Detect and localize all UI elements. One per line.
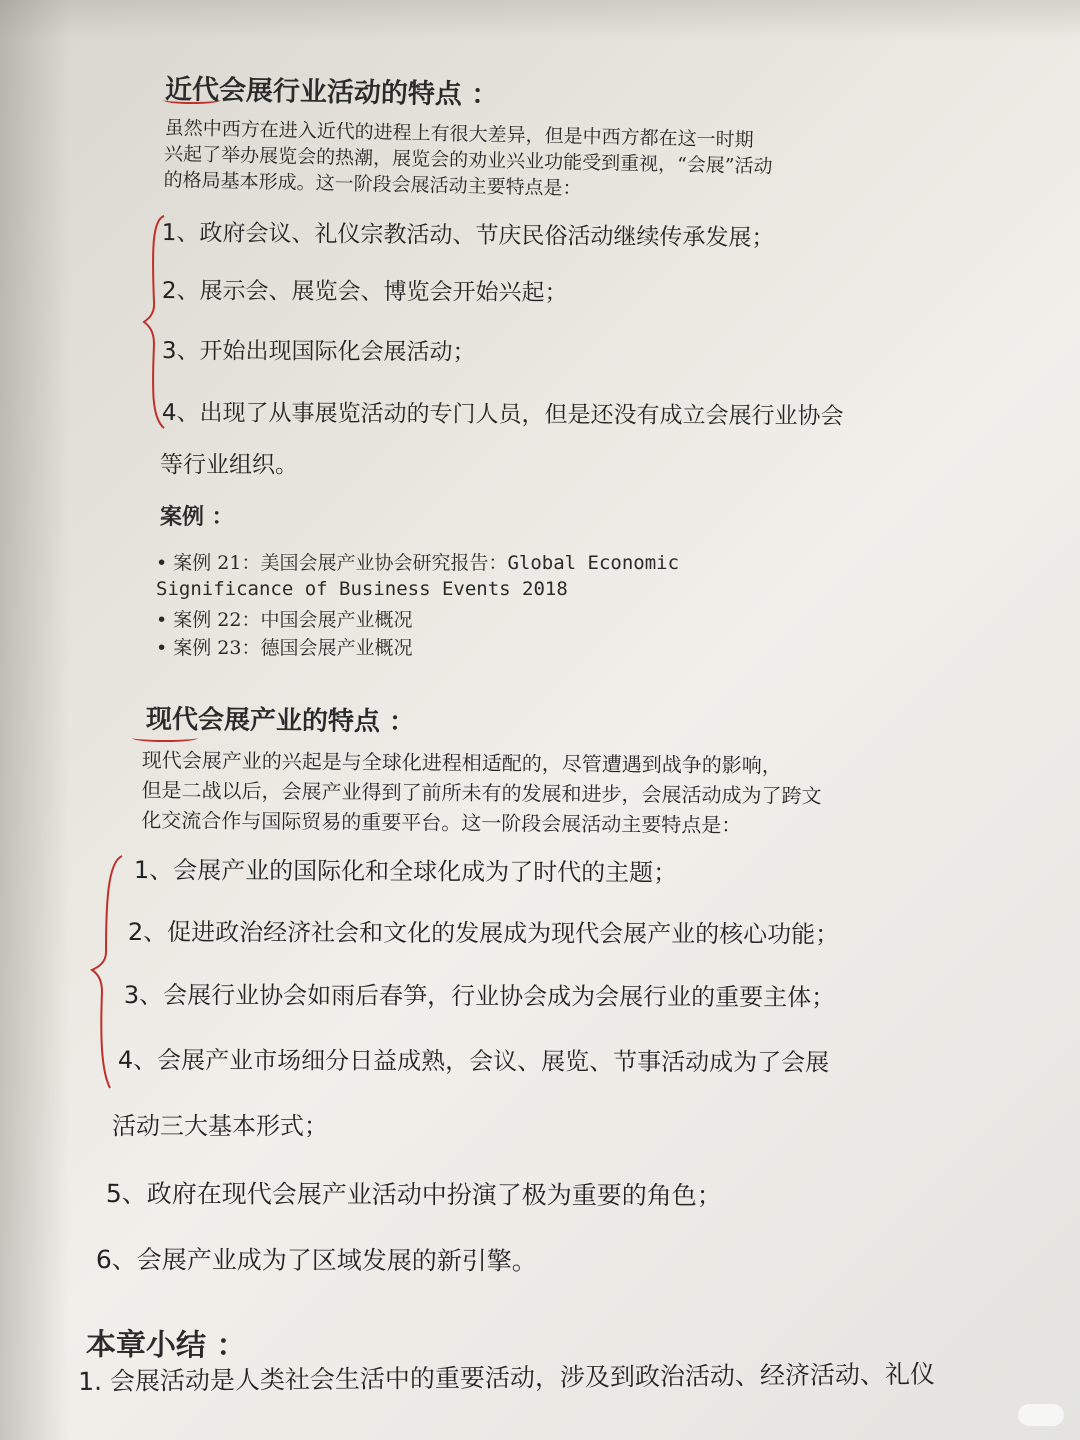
section1-intro-line: 虽然中西方在进入近代的进程上有很大差异，但是中西方都在这一时期 (164, 116, 754, 152)
section1-item-2: 2、展示会、展览会、博览会开始兴起； (161, 277, 568, 307)
section1-item-1: 1、政府会议、礼仪宗教活动、节庆民俗活动继续传承发展； (161, 219, 775, 252)
section1-intro-line: 的格局基本形成。这一阶段会展活动主要特点是： (163, 168, 582, 200)
case-item-21-label: • 案例 21：美国会展产业协会研究报告： (156, 552, 508, 574)
case-item-21-english: Global Economic (507, 552, 680, 574)
section1-title: 近代会展行业活动的特点 ： (164, 74, 499, 111)
case-item-21 (156, 548, 679, 575)
section1-item-4-cont: 等行业组织。 (160, 452, 298, 478)
section1-intro (163, 115, 773, 206)
section2-item-3: 3、会展行业协会如雨后春笋，行业协会成为会展行业的重要主体； (123, 980, 836, 1012)
section2-item-4: 4、会展产业市场细分日益成熟，会议、展览、节事活动成为了会展 (117, 1046, 830, 1077)
case-item-22: • 案例 22：中国会展产业概况 (156, 609, 413, 631)
page-shadow-top (0, 0, 1080, 40)
section2-intro-line: 现代会展产业的兴起是与全球化进程相适配的，尽管遭遇到战争的影响， (141, 747, 782, 778)
watermark-badge (1018, 1404, 1064, 1426)
section2-item-1: 1、会展产业的国际化和全球化成为了时代的主题； (133, 855, 678, 887)
section2-item-2: 2、促进政治经济社会和文化的发展成为现代会展产业的核心功能； (127, 917, 840, 949)
section1-item-3: 3、开始出现国际化会展活动； (161, 337, 476, 366)
section2-item-5: 5、政府在现代会展产业活动中扮演了极为重要的角色； (105, 1179, 722, 1211)
case-item-23: • 案例 23：德国会展产业概况 (156, 637, 413, 659)
cases-title: 案例 ： (160, 505, 234, 530)
summary-item-1: 1. 会展活动是人类社会生活中的重要活动，涉及到政治活动、经济活动、礼仪 (78, 1359, 936, 1396)
summary-title: 本章小结 ： (85, 1327, 247, 1364)
page-shadow-left (0, 0, 70, 1440)
red-underline-2 (132, 734, 198, 742)
section2-item-4-cont: 活动三大基本形式； (112, 1112, 328, 1140)
section1-intro-line: 兴起了举办展览会的热潮，展览会的劝业兴业功能受到重视，“会展”活动 (163, 142, 773, 178)
section2-intro-line: 化交流合作与国际贸易的重要平台。这一阶段会展活动主要特点是： (141, 807, 742, 838)
section2-item-6: 6、会展产业成为了区域发展的新引擎。 (95, 1245, 537, 1276)
section2-intro (141, 745, 822, 841)
section1-item-4: 4、出现了从事展览活动的专门人员，但是还没有成立会展行业协会 (161, 399, 844, 430)
red-underline-1 (163, 96, 221, 104)
section2-title: 现代会展产业的特点 ： (145, 704, 416, 738)
section2-intro-line: 但是二战以后，会展产业得到了前所未有的发展和进步，会展活动成为了跨文 (141, 777, 822, 808)
case-item-21-cont: Significance of Business Events 2018 (156, 578, 568, 600)
